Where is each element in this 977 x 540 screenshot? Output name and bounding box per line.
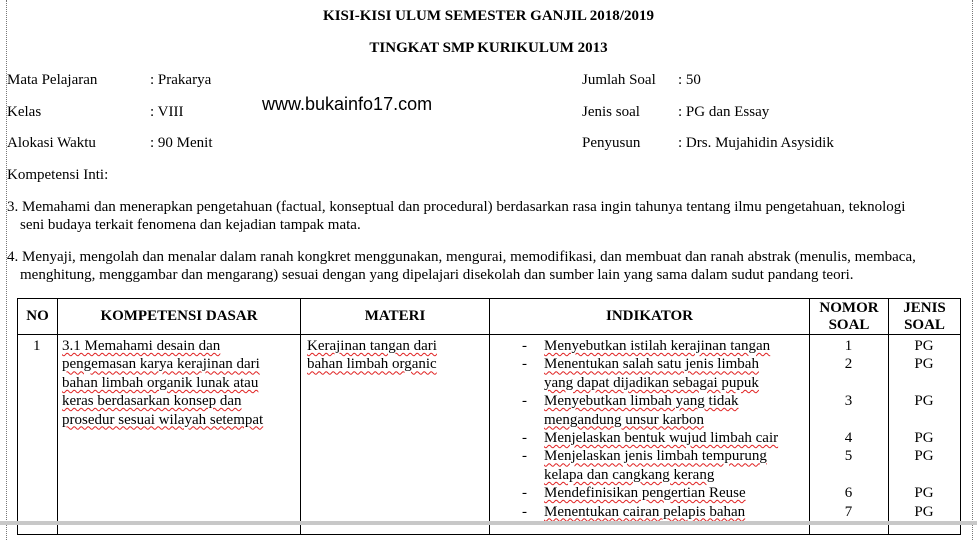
header-jenis-soal (889, 299, 961, 335)
ki-heading: Kompetensi Inti: (7, 167, 109, 183)
nomor-soal: 5 (844, 448, 853, 465)
nomor-soal: 1 (844, 338, 853, 354)
value-jenis-soal: : PG dan Essay (678, 104, 770, 120)
indikator-bullet: - (522, 356, 527, 373)
indikator-bullet: - (522, 448, 527, 465)
jenis-soal: PG (914, 448, 934, 465)
header-materi: MATERI (301, 299, 490, 335)
header-kd: KOMPETENSI DASAR (58, 299, 301, 335)
jenis-soal: PG (914, 485, 934, 502)
doc-subtitle: TINGKAT SMP KURIKULUM 2013 (369, 40, 608, 56)
header-jenis-line2: SOAL (904, 316, 945, 333)
indikator-line: Menyebutkan limbah yang tidak (544, 393, 739, 410)
nomor-soal: 2 (844, 356, 853, 373)
kd-line: pengemasan karya kerajinan dari (62, 356, 260, 373)
value-kelas: : VIII (150, 104, 184, 120)
window-bottom-edge (0, 521, 977, 525)
indikator-bullet: - (522, 393, 527, 410)
table-header-row (18, 299, 961, 335)
jenis-soal: PG (914, 503, 934, 520)
ki-4-line1: 4. Menyaji, mengolah dan menalar dalam ranah kongkret menggunakan, mengurai, memodifikasi, dan membuat dan ranah abstrak (menulis, membaca, (7, 249, 916, 265)
value-alokasi-waktu: : 90 Menit (150, 135, 213, 151)
indikator-line: Menjelaskan jenis limbah tempurung (544, 448, 767, 465)
label-jenis-soal: Jenis soal (582, 104, 640, 120)
kd-line: 3.1 Memahami desain dan (62, 338, 221, 354)
label-penyusun: Penyusun (582, 135, 641, 151)
kd-line: prosedur sesuai wilayah setempat (62, 411, 264, 428)
nomor-soal: 7 (844, 503, 853, 520)
indikator-line: Mendefinisikan pengertian Reuse (544, 485, 746, 502)
ki-4-line2: menghitung, menggambar dan mengarang) sesuai dengan yang dipelajari disekolah dan sumber lain yang sama dalam sudut pandang teori. (20, 267, 854, 283)
indikator-bullet: - (522, 338, 527, 354)
indikator-line: Menentukan salah satu jenis limbah (544, 356, 759, 373)
indikator-bullet: - (522, 430, 527, 446)
indikator-line: mengandung unsur karbon (544, 411, 704, 428)
indikator-line: Menyebutkan istilah kerajinan tangan (544, 338, 771, 354)
indikator-line: Menjelaskan bentuk wujud limbah cair (544, 430, 779, 446)
indikator-line: yang dapat dijadikan sebagai pupuk (544, 374, 759, 391)
materi-line: bahan limbah organic (307, 356, 437, 373)
value-mata-pelajaran: : Prakarya (150, 72, 212, 88)
kd-line: bahan limbah organik lunak atau (62, 374, 259, 391)
jenis-soal: PG (914, 393, 934, 410)
indikator-line: Menentukan cairan pelapis bahan (544, 503, 746, 520)
header-nomor-soal (810, 299, 889, 335)
ki-3-line1: 3. Memahami dan menerapkan pengetahuan (factual, konseptual dan procedural) berdasarkan rasa ingin tahunya tentang ilmu pengetahuan, teknologi (7, 199, 906, 215)
nomor-soal: 3 (844, 393, 853, 410)
jenis-soal: PG (914, 430, 934, 446)
label-kelas: Kelas (7, 104, 42, 120)
value-jumlah-soal: : 50 (678, 72, 701, 88)
header-no: NO (18, 299, 58, 335)
indikator-line: kelapa dan cangkang kerang (544, 466, 715, 483)
header-nomor-line2: SOAL (828, 316, 870, 333)
nomor-soal: 4 (844, 430, 853, 446)
indikator-bullet: - (522, 503, 527, 520)
watermark-url: www.bukainfo17.com (262, 94, 433, 114)
label-alokasi-waktu: Alokasi Waktu (7, 135, 96, 151)
indikator-bullet: - (522, 485, 527, 502)
header-jenis-line1: JENIS (903, 299, 946, 316)
doc-title: KISI-KISI ULUM SEMESTER GANJIL 2018/2019 (323, 8, 654, 24)
kd-line: keras berdasarkan konsep dan (62, 393, 242, 410)
label-mata-pelajaran: Mata Pelajaran (7, 72, 98, 88)
nomor-soal: 6 (844, 485, 853, 502)
materi-line: Kerajinan tangan dari (307, 338, 437, 354)
label-jumlah-soal: Jumlah Soal (582, 72, 656, 88)
jenis-soal: PG (914, 338, 934, 354)
ki-3-line2: seni budaya terkait fenomena dan kejadian tampak mata. (20, 217, 361, 233)
header-indikator: INDIKATOR (490, 299, 810, 335)
value-penyusun: : Drs. Mujahidin Asysidik (678, 135, 834, 151)
header-nomor-line1: NOMOR (819, 299, 879, 316)
row-number: 1 (33, 338, 41, 354)
jenis-soal: PG (914, 356, 934, 373)
